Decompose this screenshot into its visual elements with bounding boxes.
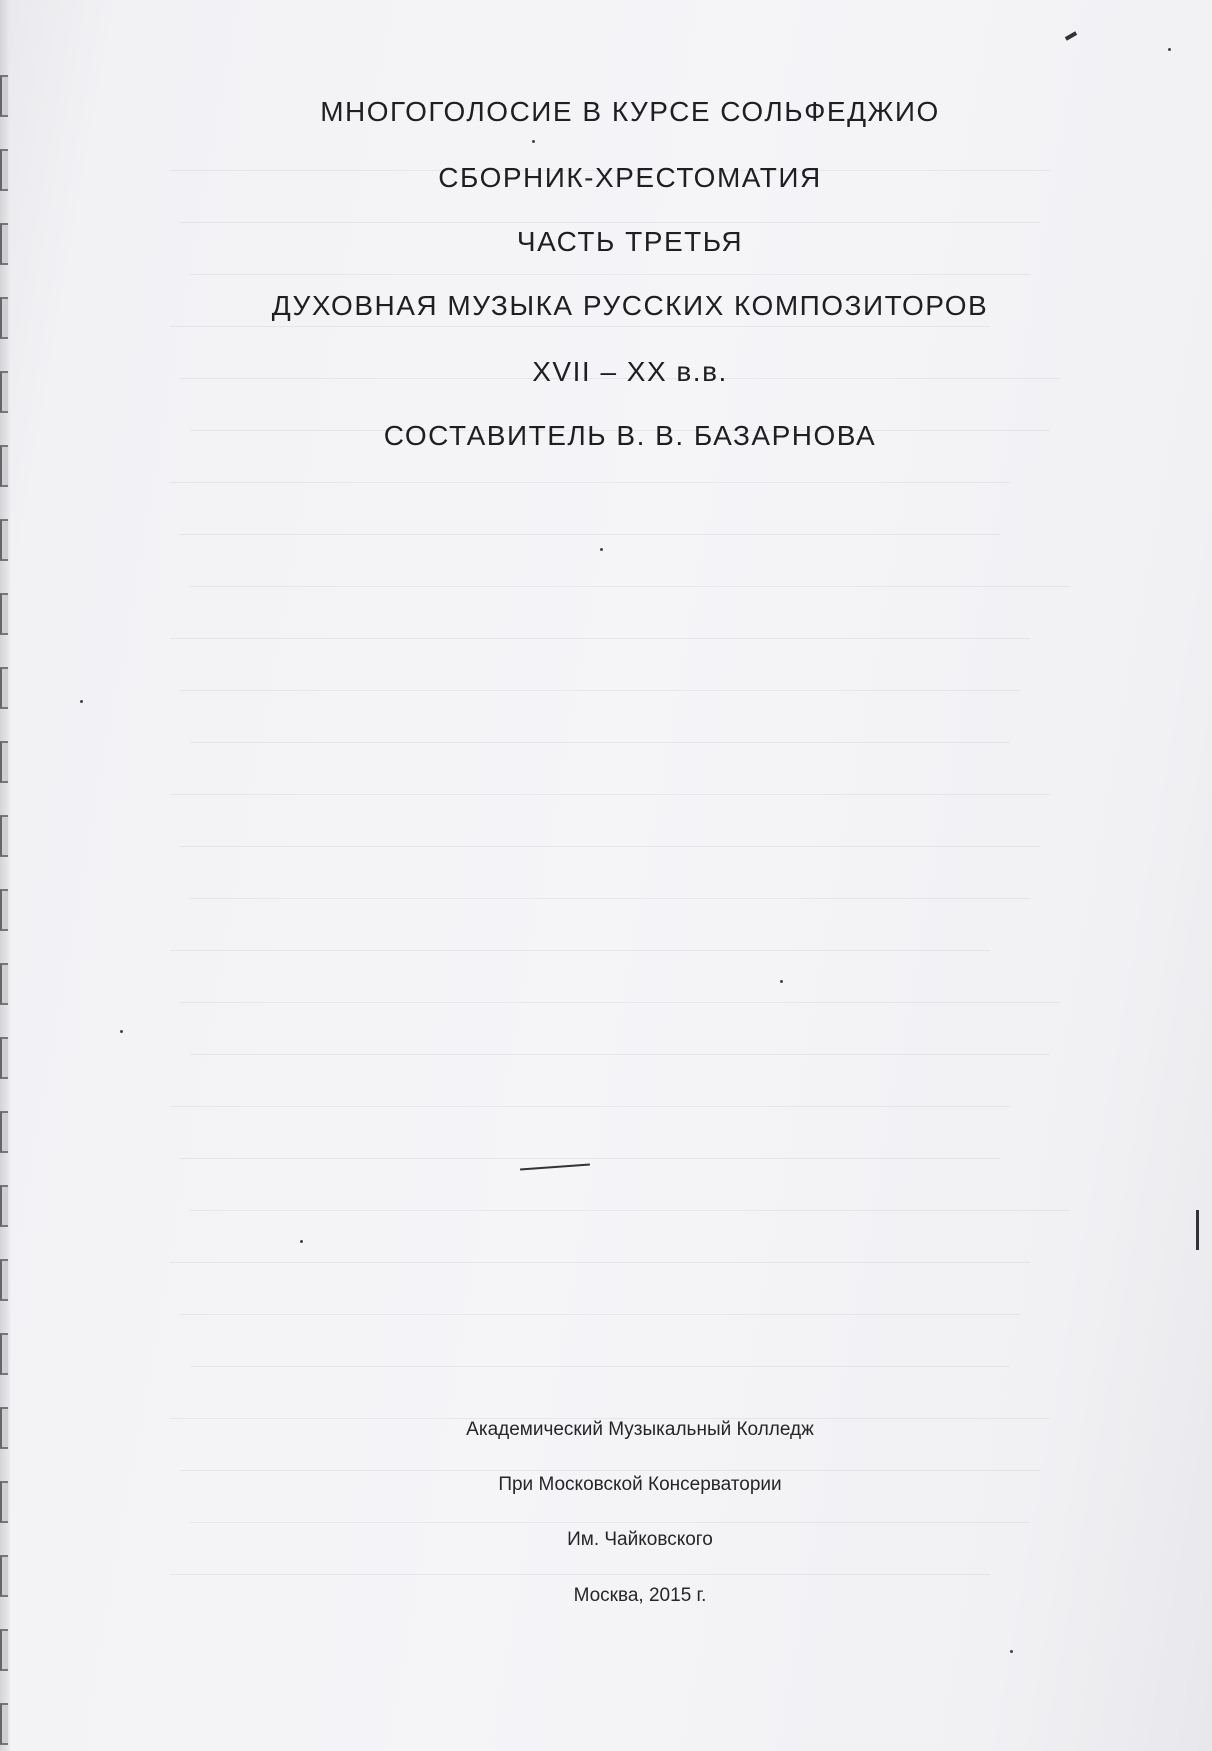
bleed-through-line — [170, 482, 1010, 483]
bleed-through-line — [190, 1522, 1030, 1523]
bleed-through-line — [180, 846, 1040, 847]
binding-ring — [0, 1259, 8, 1301]
binding-ring — [0, 445, 8, 487]
binding-ring — [0, 297, 8, 339]
scan-speck — [532, 140, 535, 143]
publisher-line-2: При Московской Консерватории — [498, 1474, 782, 1495]
scan-speck — [80, 700, 83, 703]
bleed-through-line — [190, 742, 1010, 743]
binding-ring — [0, 1629, 8, 1671]
bleed-through-line — [180, 534, 1000, 535]
binding-ring — [0, 593, 8, 635]
bleed-through-line — [190, 1366, 1010, 1367]
scan-mark — [520, 1164, 590, 1171]
binding-ring — [0, 815, 8, 857]
binding-ring — [0, 1481, 8, 1523]
bleed-through-line — [170, 794, 1050, 795]
title-line-5: XVII – XX в.в. — [532, 356, 728, 387]
bleed-through-line — [180, 1314, 1020, 1315]
bleed-through-line — [180, 1158, 1000, 1159]
binding-ring — [0, 1333, 8, 1375]
binding-ring — [0, 963, 8, 1005]
binding-ring — [0, 1703, 8, 1745]
bleed-through-line — [190, 1054, 1050, 1055]
bleed-through-line — [190, 898, 1030, 899]
scan-mark — [1196, 1210, 1199, 1250]
scan-speck — [300, 1240, 303, 1243]
binding-ring — [0, 1111, 8, 1153]
scan-speck — [780, 980, 783, 983]
scan-speck — [600, 548, 603, 551]
bleed-through-line — [170, 1262, 1030, 1263]
bleed-through-line — [180, 1470, 1040, 1471]
binding-ring — [0, 1185, 8, 1227]
binding-ring — [0, 75, 8, 117]
binding-ring — [0, 1407, 8, 1449]
publisher-line-1: Академический Музыкальный Колледж — [466, 1419, 814, 1440]
title-line-4: ДУХОВНАЯ МУЗЫКА РУССКИХ КОМПОЗИТОРОВ — [271, 290, 989, 321]
binding-ring — [0, 149, 8, 191]
binding-ring — [0, 371, 8, 413]
title-line-6: СОСТАВИТЕЛЬ В. В. БАЗАРНОВА — [383, 420, 877, 451]
bleed-through-line — [180, 690, 1020, 691]
scan-speck — [120, 1030, 123, 1033]
bleed-through-line — [190, 1210, 1070, 1211]
publisher-line-3: Им. Чайковского — [567, 1529, 713, 1550]
title-line-2: СБОРНИК-ХРЕСТОМАТИЯ — [438, 162, 822, 193]
bleed-through-line — [190, 274, 1030, 275]
bleed-through-line — [180, 222, 1040, 223]
scan-mark — [1065, 31, 1077, 40]
bleed-through-line — [170, 1106, 1010, 1107]
bleed-through-line — [170, 1574, 990, 1575]
binding-ring — [0, 741, 8, 783]
binding-ring — [0, 1037, 8, 1079]
binding-ring — [0, 667, 8, 709]
scan-speck — [1168, 48, 1171, 51]
bleed-through-line — [180, 1002, 1060, 1003]
binding-ring — [0, 1555, 8, 1597]
binding-ring — [0, 889, 8, 931]
bleed-through-line — [170, 950, 990, 951]
binding-ring — [0, 519, 8, 561]
publisher-line-4: Москва, 2015 г. — [573, 1585, 707, 1606]
title-line-3: ЧАСТЬ ТРЕТЬЯ — [516, 226, 744, 257]
binding-ring — [0, 223, 8, 265]
bleed-through-line — [190, 586, 1070, 587]
title-line-1: МНОГОГОЛОСИЕ В КУРСЕ СОЛЬФЕДЖИО — [320, 96, 940, 127]
bleed-through-line — [170, 326, 990, 327]
scan-speck — [1010, 1650, 1013, 1653]
bleed-through-line — [170, 638, 1030, 639]
